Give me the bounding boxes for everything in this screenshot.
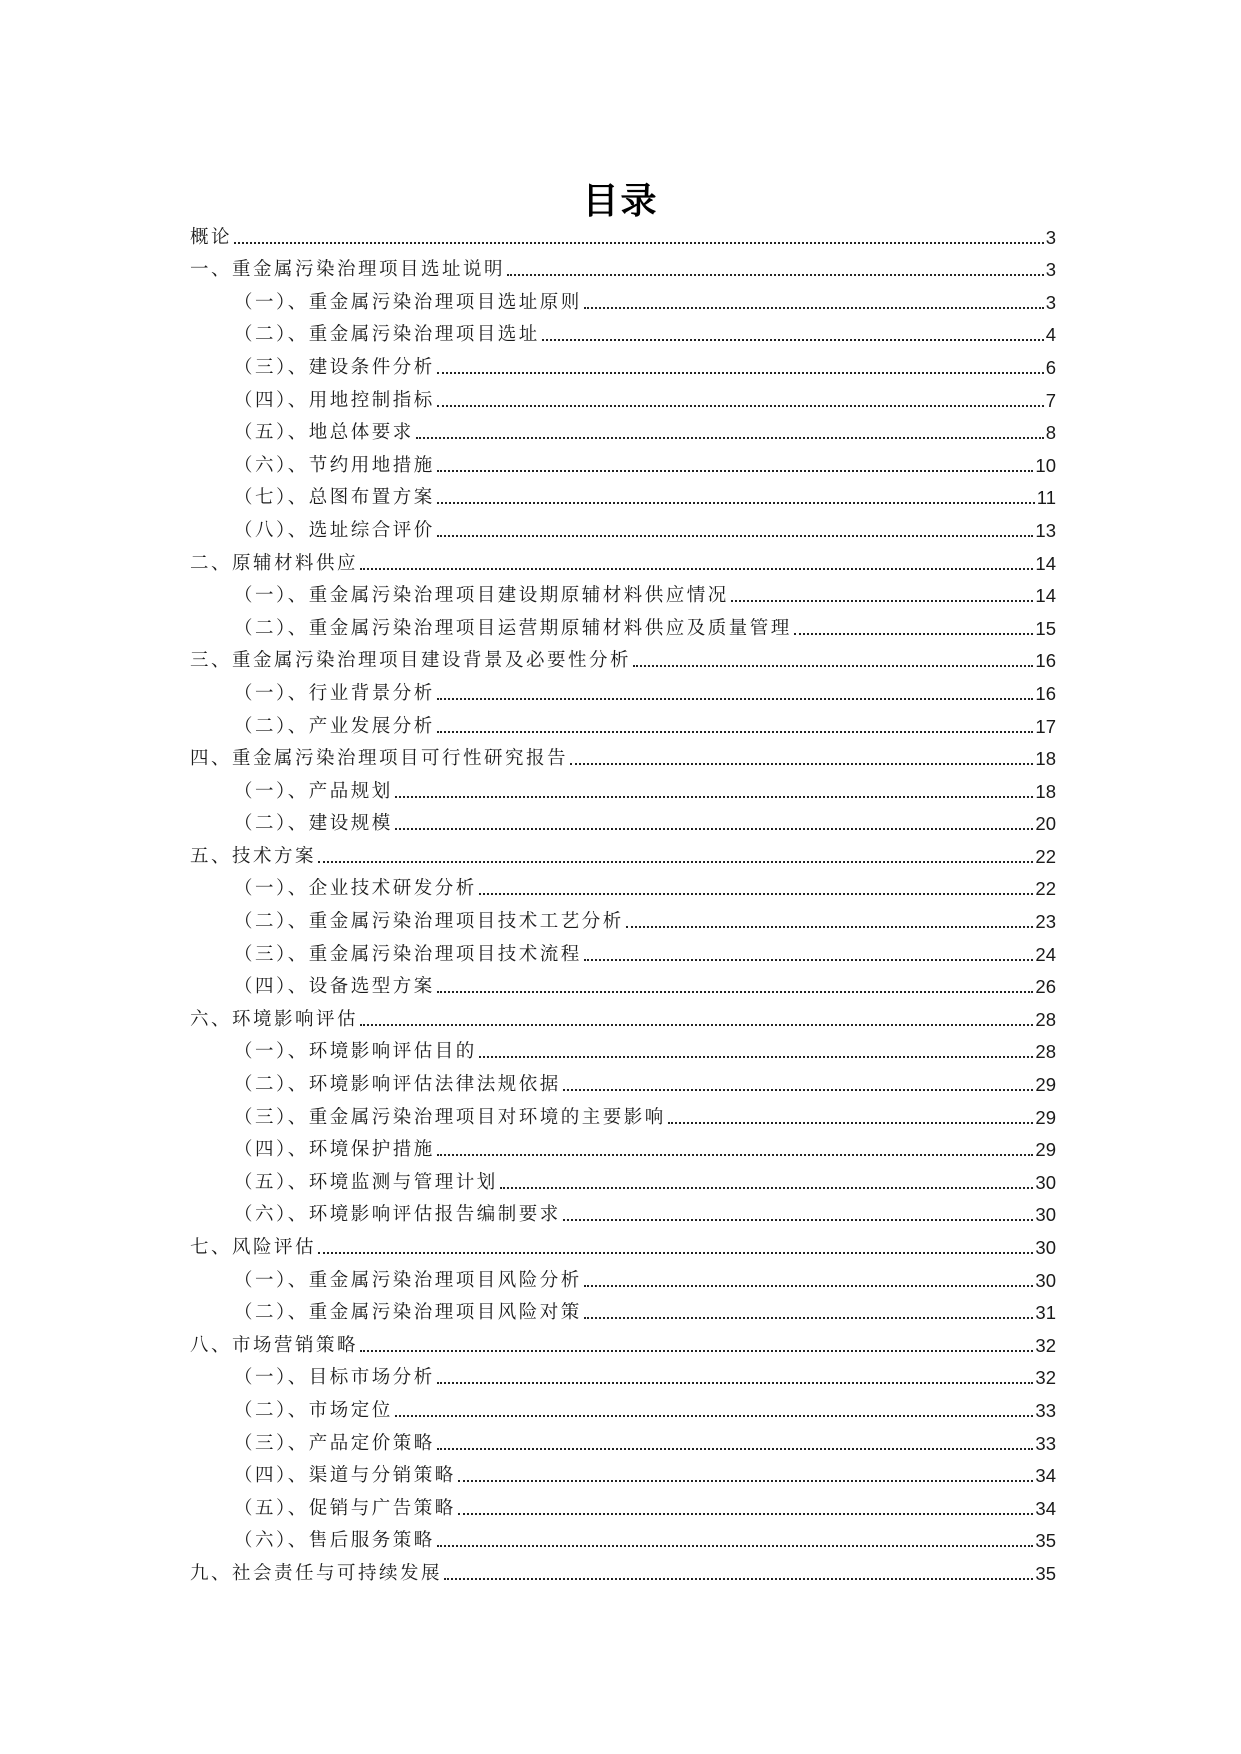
- dot-leader: [668, 1122, 1034, 1124]
- toc-entry-page-number: 28: [1035, 1041, 1056, 1063]
- dot-leader: [395, 1415, 1034, 1417]
- toc-entry-page-number: 35: [1035, 1562, 1056, 1584]
- dot-leader: [437, 698, 1034, 700]
- toc-entry-label: （四）、用地控制指标: [234, 389, 435, 411]
- dot-leader: [794, 633, 1034, 635]
- toc-entry[interactable]: [190, 1162, 1056, 1195]
- dot-leader: [584, 307, 1044, 309]
- dot-leader: [563, 1219, 1034, 1221]
- toc-entry-page-number: 11: [1036, 487, 1056, 509]
- toc-entry[interactable]: [190, 739, 1056, 772]
- toc-entry-page-number: 22: [1035, 845, 1056, 867]
- toc-entry-page-number: 28: [1035, 1008, 1056, 1030]
- toc-entry-label: 概论: [190, 226, 233, 248]
- toc-entry-label: （三）、重金属污染治理项目对环境的主要影响: [234, 1106, 666, 1128]
- dot-leader: [395, 796, 1034, 798]
- toc-entry-label: （三）、产品定价策略: [234, 1432, 435, 1454]
- toc-entry-label: 六、环境影响评估: [190, 1008, 359, 1030]
- toc-entry[interactable]: [190, 1456, 1056, 1489]
- toc-entry-page-number: 18: [1035, 748, 1056, 770]
- toc-entry-label: （二）、市场定位: [234, 1399, 393, 1421]
- dot-leader: [458, 1513, 1034, 1515]
- dot-leader: [437, 1154, 1034, 1156]
- dot-leader: [360, 1350, 1033, 1352]
- toc-entry-page-number: 32: [1035, 1334, 1056, 1356]
- toc-entry-page-number: 14: [1035, 585, 1056, 607]
- table-of-contents: [190, 217, 1056, 1586]
- toc-entry[interactable]: [190, 771, 1056, 804]
- toc-entry-page-number: 30: [1035, 1171, 1056, 1193]
- toc-entry[interactable]: [190, 1227, 1056, 1260]
- toc-entry-page-number: 29: [1035, 1106, 1056, 1128]
- toc-entry-page-number: 16: [1035, 650, 1056, 672]
- toc-entry[interactable]: [190, 1195, 1056, 1228]
- dot-leader: [318, 1252, 1033, 1254]
- dot-leader: [437, 372, 1044, 374]
- toc-entry-label: （三）、重金属污染治理项目技术流程: [234, 943, 582, 965]
- toc-entry-label: （二）、环境影响评估法律法规依据: [234, 1074, 561, 1096]
- toc-entry-page-number: 23: [1035, 911, 1056, 933]
- toc-entry[interactable]: [190, 673, 1056, 706]
- toc-entry-page-number: 35: [1035, 1530, 1056, 1552]
- dot-leader: [437, 1545, 1034, 1547]
- dot-leader: [360, 1024, 1033, 1026]
- dot-leader: [437, 470, 1034, 472]
- toc-entry[interactable]: [190, 1130, 1056, 1163]
- toc-entry[interactable]: [190, 347, 1056, 380]
- dot-leader: [416, 437, 1044, 439]
- toc-entry-page-number: 4: [1045, 324, 1056, 346]
- toc-entry-label: 一、重金属污染治理项目选址说明: [190, 259, 506, 281]
- toc-entry-page-number: 3: [1045, 226, 1056, 248]
- toc-entry[interactable]: [190, 901, 1056, 934]
- toc-entry[interactable]: [190, 510, 1056, 543]
- dot-leader: [458, 1480, 1034, 1482]
- toc-entry-page-number: 6: [1045, 356, 1056, 378]
- toc-entry[interactable]: [190, 1260, 1056, 1293]
- toc-entry-page-number: 26: [1035, 976, 1056, 998]
- toc-entry-label: （一）、行业背景分析: [234, 682, 435, 704]
- toc-entry-page-number: 22: [1035, 878, 1056, 900]
- toc-entry-page-number: 30: [1035, 1204, 1056, 1226]
- toc-entry-page-number: 30: [1035, 1269, 1056, 1291]
- toc-entry[interactable]: [190, 804, 1056, 837]
- toc-entry-page-number: 8: [1045, 422, 1056, 444]
- toc-entry-label: （四）、设备选型方案: [234, 976, 435, 998]
- toc-entry[interactable]: [190, 1521, 1056, 1554]
- toc-entry-label: （一）、重金属污染治理项目建设期原辅材料供应情况: [234, 585, 729, 607]
- toc-entry-label: （二）、建设规模: [234, 813, 393, 835]
- toc-entry[interactable]: [190, 250, 1056, 283]
- toc-entry[interactable]: [190, 576, 1056, 609]
- toc-entry[interactable]: [190, 1423, 1056, 1456]
- toc-entry-page-number: 33: [1035, 1399, 1056, 1421]
- toc-entry-label: 五、技术方案: [190, 845, 317, 867]
- dot-leader: [542, 339, 1044, 341]
- toc-entry[interactable]: [190, 608, 1056, 641]
- toc-entry[interactable]: [190, 1553, 1056, 1586]
- dot-leader: [437, 1382, 1034, 1384]
- toc-entry-page-number: 24: [1035, 943, 1056, 965]
- toc-entry-label: （八）、选址综合评价: [234, 519, 435, 541]
- toc-entry-page-number: 30: [1035, 1237, 1056, 1258]
- toc-entry-label: （二）、重金属污染治理项目选址: [234, 324, 540, 346]
- toc-entry-label: 七、风险评估: [190, 1237, 317, 1258]
- dot-leader: [437, 502, 1035, 504]
- dot-leader: [584, 959, 1034, 961]
- toc-entry-label: （一）、目标市场分析: [234, 1367, 435, 1389]
- toc-entry-label: （二）、产业发展分析: [234, 715, 435, 737]
- dot-leader: [318, 861, 1033, 863]
- toc-entry-page-number: 29: [1035, 1074, 1056, 1096]
- dot-leader: [507, 274, 1044, 276]
- toc-entry[interactable]: [190, 999, 1056, 1032]
- toc-entry[interactable]: [190, 1390, 1056, 1423]
- toc-entry-label: （一）、企业技术研发分析: [234, 878, 477, 900]
- dot-leader: [437, 1448, 1034, 1450]
- toc-entry[interactable]: [190, 1358, 1056, 1391]
- toc-entry-label: 八、市场营销策略: [190, 1334, 359, 1356]
- toc-entry-page-number: 33: [1035, 1432, 1056, 1454]
- toc-entry-label: （二）、重金属污染治理项目风险对策: [234, 1302, 582, 1324]
- dot-leader: [479, 1056, 1034, 1058]
- toc-entry-page-number: 31: [1035, 1302, 1056, 1324]
- toc-entry[interactable]: [190, 478, 1056, 511]
- toc-entry-page-number: 34: [1035, 1497, 1056, 1519]
- toc-entry-page-number: 3: [1045, 259, 1056, 281]
- toc-entry[interactable]: [190, 1097, 1056, 1130]
- toc-entry-label: （二）、重金属污染治理项目技术工艺分析: [234, 911, 624, 933]
- toc-entry[interactable]: [190, 934, 1056, 967]
- dot-leader: [584, 1317, 1034, 1319]
- toc-entry-label: （三）、建设条件分析: [234, 356, 435, 378]
- page-title: 目录: [582, 181, 659, 223]
- dot-leader: [584, 1285, 1034, 1287]
- toc-entry-label: （六）、售后服务策略: [234, 1530, 435, 1552]
- toc-entry-label: （一）、重金属污染治理项目选址原则: [234, 291, 582, 313]
- toc-entry-label: （五）、促销与广告策略: [234, 1497, 456, 1519]
- toc-entry-page-number: 18: [1035, 780, 1056, 802]
- dot-leader: [479, 893, 1034, 895]
- dot-leader: [626, 926, 1034, 928]
- toc-entry-label: 三、重金属污染治理项目建设背景及必要性分析: [190, 650, 632, 672]
- dot-leader: [437, 405, 1044, 407]
- toc-entry-label: 四、重金属污染治理项目可行性研究报告: [190, 748, 569, 770]
- toc-entry-label: （四）、渠道与分销策略: [234, 1465, 456, 1487]
- dot-leader: [444, 1578, 1033, 1580]
- toc-entry[interactable]: [190, 445, 1056, 478]
- toc-entry-page-number: 17: [1035, 715, 1056, 737]
- toc-entry[interactable]: [190, 1032, 1056, 1065]
- toc-entry[interactable]: [190, 836, 1056, 869]
- toc-entry-label: （七）、总图布置方案: [234, 487, 435, 509]
- toc-entry-label: （二）、重金属污染治理项目运营期原辅材料供应及质量管理: [234, 617, 792, 639]
- toc-entry[interactable]: [190, 1325, 1056, 1358]
- dot-leader: [437, 731, 1034, 733]
- toc-entry[interactable]: [190, 315, 1056, 348]
- dot-leader: [437, 991, 1034, 993]
- toc-entry-label: 二、原辅材料供应: [190, 552, 359, 574]
- toc-entry-label: （一）、重金属污染治理项目风险分析: [234, 1269, 582, 1291]
- dot-leader: [234, 242, 1044, 244]
- dot-leader: [731, 600, 1034, 602]
- toc-entry-label: （五）、环境监测与管理计划: [234, 1171, 498, 1193]
- toc-entry-page-number: 13: [1035, 519, 1056, 541]
- toc-entry-page-number: 29: [1035, 1139, 1056, 1161]
- toc-entry[interactable]: [190, 706, 1056, 739]
- toc-entry-label: （五）、地总体要求: [234, 422, 414, 444]
- toc-entry[interactable]: [190, 869, 1056, 902]
- toc-entry[interactable]: [190, 217, 1056, 250]
- toc-entry-page-number: 34: [1035, 1465, 1056, 1487]
- toc-entry[interactable]: [190, 380, 1056, 413]
- toc-entry-page-number: 3: [1045, 291, 1056, 313]
- dot-leader: [360, 568, 1033, 570]
- dot-leader: [437, 535, 1034, 537]
- toc-entry[interactable]: [190, 543, 1056, 576]
- toc-entry[interactable]: [190, 967, 1056, 1000]
- dot-leader: [570, 763, 1033, 765]
- dot-leader: [395, 828, 1034, 830]
- toc-entry-page-number: 16: [1035, 682, 1056, 704]
- toc-entry-page-number: 15: [1035, 617, 1056, 639]
- toc-entry[interactable]: [190, 641, 1056, 674]
- toc-entry-label: （六）、节约用地措施: [234, 454, 435, 476]
- toc-entry[interactable]: [190, 1293, 1056, 1326]
- dot-leader: [563, 1089, 1034, 1091]
- toc-entry[interactable]: [190, 1064, 1056, 1097]
- toc-entry[interactable]: [190, 282, 1056, 315]
- toc-entry-label: （一）、产品规划: [234, 780, 393, 802]
- toc-entry-label: （一）、环境影响评估目的: [234, 1041, 477, 1063]
- toc-entry-label: 九、社会责任与可持续发展: [190, 1562, 443, 1584]
- dot-leader: [500, 1187, 1034, 1189]
- toc-entry-page-number: 32: [1035, 1367, 1056, 1389]
- toc-entry[interactable]: [190, 1488, 1056, 1521]
- toc-entry-page-number: 7: [1045, 389, 1056, 411]
- toc-entry-page-number: 14: [1035, 552, 1056, 574]
- toc-entry[interactable]: [190, 413, 1056, 446]
- toc-entry-page-number: 20: [1035, 813, 1056, 835]
- toc-entry-label: （六）、环境影响评估报告编制要求: [234, 1204, 561, 1226]
- toc-entry-label: （四）、环境保护措施: [234, 1139, 435, 1161]
- dot-leader: [633, 665, 1033, 667]
- toc-entry-page-number: 10: [1035, 454, 1056, 476]
